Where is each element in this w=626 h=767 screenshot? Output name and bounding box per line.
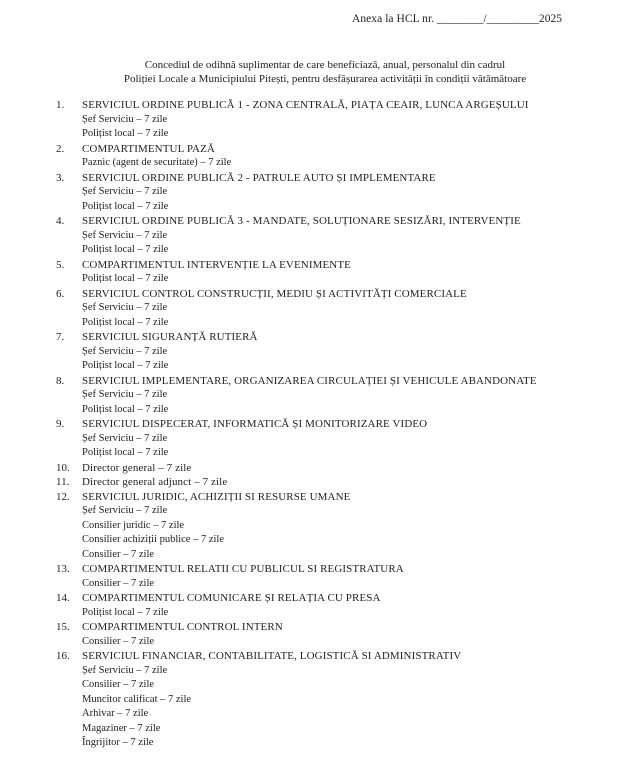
item-heading: COMPARTIMENTUL RELATII CU PUBLICUL SI REGISTRATURA [82,563,404,575]
position-entry: Polițist local – 7 zile [82,360,169,371]
position-entry: Șef Serviciu – 7 zile [82,664,168,676]
title-line-1: Concediul de odihnă suplimentar de care beneficiază, anual, personalul din cadrul [144,59,506,71]
position-entry: Îngrijitor – 7 zile [82,737,154,748]
position-entry: Polițist local – 7 zile [82,244,169,255]
list-item [56,475,616,490]
position-entry: Polițist local – 7 zile [82,316,169,328]
item-heading: COMPARTIMENTUL INTERVENȚIE LA EVENIMENTE [82,258,351,271]
position-entry: Consilier – 7 zile [82,679,155,690]
item-number: 8. [56,374,65,387]
item-heading: SERVICIUL ORDINE PUBLICĂ 3 - MANDATE, SOLUȚIONARE SESIZĂRI, INTERVENȚIE [82,215,521,227]
list-item [56,142,616,171]
list-item [56,461,616,476]
position-entry: Șef Serviciu – 7 zile [82,505,168,516]
item-heading: SERVICIUL IMPLEMENTARE, ORGANIZAREA CIRCULAȚIEI ȘI VEHICULE ABANDONATE [82,374,537,387]
position-entry: Polițist local – 7 zile [82,447,169,458]
item-number: 16. [56,650,70,662]
item-number: 13. [56,563,70,575]
position-entry: Arhivar – 7 zile [82,708,149,719]
item-heading: COMPARTIMENTUL CONTROL INTERN [82,621,283,633]
position-entry: Șef Serviciu – 7 zile [82,229,168,241]
position-entry: Muncitor calificat – 7 zile [82,693,192,705]
document-title [60,58,590,86]
item-number: 4. [56,215,65,227]
list-item [56,98,616,142]
annex-reference: Anexa la HCL nr. ________/_________2025 [352,13,563,25]
item-heading: COMPARTIMENTUL COMUNICARE ȘI RELAȚIA CU PRESA [82,592,381,604]
position-entry: Consilier – 7 zile [82,577,155,589]
list-item [56,591,616,620]
list-item [56,171,616,215]
list-item [56,562,616,591]
position-entry: Șef Serviciu – 7 zile [82,113,168,125]
position-entry: Paznic (agent de securitate) – 7 zile [82,157,232,168]
list-item [56,214,616,258]
item-number: 11. [56,476,70,488]
item-number: 10. [56,461,70,474]
position-entry: Magaziner – 7 zile [82,722,161,734]
item-number: 12. [56,490,70,503]
services-list [56,98,616,751]
item-number: 1. [56,99,65,111]
position-entry: Polițist local – 7 zile [82,606,169,618]
item-number: 14. [56,592,70,604]
list-item [56,287,616,331]
position-entry: Șef Serviciu – 7 zile [82,389,168,400]
position-entry: Șef Serviciu – 7 zile [82,302,168,313]
item-heading: Director general adjunct – 7 zile [82,476,228,488]
position-entry: Polițist local – 7 zile [82,273,169,284]
item-heading: COMPARTIMENTUL PAZĂ [82,142,215,155]
position-entry: Polițist local – 7 zile [82,128,169,139]
item-number: 6. [56,287,65,300]
item-heading: SERVICIUL ORDINE PUBLICĂ 1 - ZONA CENTRALĂ, PIAȚA CEAIR, LUNCA ARGEȘULUI [82,99,529,111]
item-heading: SERVICIUL JURIDIC, ACHIZIȚII SI RESURSE UMANE [82,490,351,503]
list-item [56,258,616,287]
item-number: 2. [56,142,65,155]
item-number: 7. [56,331,65,343]
list-item [56,649,616,751]
item-heading: SERVICIUL CONTROL CONSTRUCȚII, MEDIU ȘI ACTIVITĂȚI COMERCIALE [82,287,467,300]
item-heading: Director general – 7 zile [82,461,192,474]
position-entry: Polițist local – 7 zile [82,200,169,212]
item-number: 5. [56,258,65,271]
position-entry: Consilier achiziții publice – 7 zile [82,534,225,545]
list-item [56,620,616,649]
item-number: 9. [56,418,65,430]
position-entry: Consilier juridic – 7 zile [82,519,185,531]
item-number: 15. [56,621,70,633]
position-entry: Consilier – 7 zile [82,548,155,560]
position-entry: Șef Serviciu – 7 zile [82,186,168,197]
item-heading: SERVICIUL ORDINE PUBLICĂ 2 - PATRULE AUTO ȘI IMPLEMENTARE [82,171,436,184]
list-item [56,330,616,374]
item-heading: SERVICIUL DISPECERAT, INFORMATICĂ ȘI MONITORIZARE VIDEO [82,418,428,430]
position-entry: Consilier – 7 zile [82,635,155,647]
position-entry: Șef Serviciu – 7 zile [82,345,168,357]
item-heading: SERVICIUL SIGURANȚĂ RUTIERĂ [82,331,258,343]
list-item [56,417,616,461]
title-line-2: Poliției Locale a Municipiului Pitești, pentru desfășurarea activității în condiții vătămătoare [123,73,527,85]
list-item [56,490,616,563]
item-number: 3. [56,171,65,184]
position-entry: Șef Serviciu – 7 zile [82,432,168,444]
position-entry: Polițist local – 7 zile [82,403,169,415]
item-heading: SERVICIUL FINANCIAR, CONTABILITATE, LOGISTICĂ SI ADMINISTRATIV [82,650,462,662]
list-item [56,374,616,418]
